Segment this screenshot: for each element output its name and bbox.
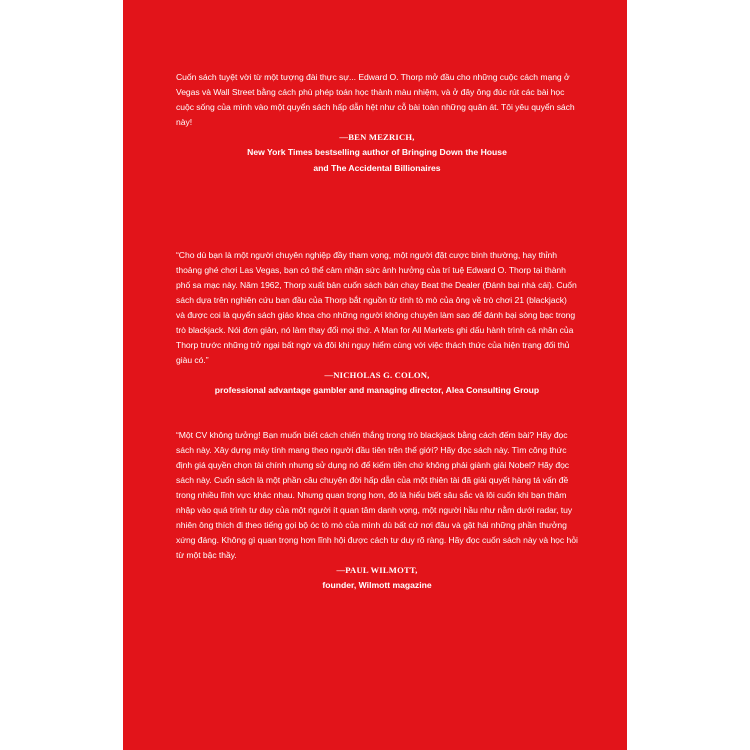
quote-text: Cuốn sách tuyệt vời từ một tượng đài thực sự... Edward O. Thorp mở đầu cho những cuộc cách mạng ở Vegas và Wall Street bằng cách phù phép toán học thành màu nhiệm, và ở đây ông đúc rút các bài học cuộc sống của mình vào một quyển sách hấp dẫn hệt như cỗ bài toàn những quân át. Tôi yêu quyển sách này! bbox=[176, 72, 575, 127]
quote-text: “Một CV không tưởng! Bạn muốn biết cách chiến thắng trong trò blackjack bằng cách đếm bài? Hãy đọc sách này. Xây dựng máy tính mang theo người đầu tiên trên thế giới? Hãy đọc sách này. Tìm công thức định giá quyền chọn tài chính nhưng sử dụng nó để kiếm tiền chứ không phải giành giải Nobel? Hãy đọc sách này. Cuốn sách là một phần câu chuyện đời hấp dẫn của một thiên tài đã giải quyết hàng tá vấn đề trong nhiều lĩnh vực khác nhau. Nhưng quan trọng hơn, đó là hiểu biết sâu sắc và lôi cuốn khi bạn thâm nhập vào quá trình tư duy của một người ít quan tâm danh vọng, một người hầu như nằm dưới radar, tuy nhiên ông thích đi theo tiếng gọi bộ óc tò mò của mình dù bất cứ nơi đâu và gặt hái những phần thưởng xứng đáng. Không gì quan trọng hơn lĩnh hội được cách tư duy rõ ràng. Hãy đọc cuốn sách này và học hỏi từ một bậc thầy. bbox=[176, 430, 578, 560]
quote-text: “Cho dù bạn là một người chuyên nghiệp đầy tham vọng, một người đặt cược bình thường, hay thỉnh thoảng ghé chơi Las Vegas, bạn có thể cảm nhận sức ảnh hưởng của trí tuệ Edward O. Thorp tại thành phố sa mạc này. Năm 1962, Thorp xuất bản cuốn sách bán chạy Beat the Dealer (Đánh bại nhà cái). Cuốn sách dựa trên nghiên cứu ban đầu của Thorp bắt nguồn từ tính tò mò của ông về trò chơi 21 (blackjack) và được coi là quyển sách giáo khoa cho những người không chuyên làm sao để đánh bại sòng bạc trong trò blackjack. Nói đơn giản, nó làm thay đổi mọi thứ. A Man for All Markets ghi dấu hành trình cá nhân của Thorp trước những trở ngại bất ngờ và đôi khi nguy hiểm cùng với việc thách thức của hiện trạng đối thủ giàu có.” bbox=[176, 250, 577, 365]
quote-author-role: New York Times bestselling author of Bringing Down the House bbox=[247, 147, 507, 157]
quote-author: —PAUL WILMOTT, bbox=[336, 565, 418, 575]
quote-author: —NICHOLAS G. COLON, bbox=[324, 370, 430, 380]
endorsement-nicholas-colon bbox=[176, 248, 578, 398]
endorsement-paul-wilmott bbox=[176, 428, 578, 593]
endorsement-ben-mezrich bbox=[176, 70, 578, 176]
quote-author-role-continued: and The Accidental Billionaires bbox=[313, 163, 441, 173]
quote-author-role: professional advantage gambler and managing director, Alea Consulting Group bbox=[214, 385, 540, 395]
quote-author: —BEN MEZRICH, bbox=[339, 132, 415, 142]
quote-author-role: founder, Wilmott magazine bbox=[322, 580, 432, 590]
book-back-cover bbox=[123, 0, 627, 750]
